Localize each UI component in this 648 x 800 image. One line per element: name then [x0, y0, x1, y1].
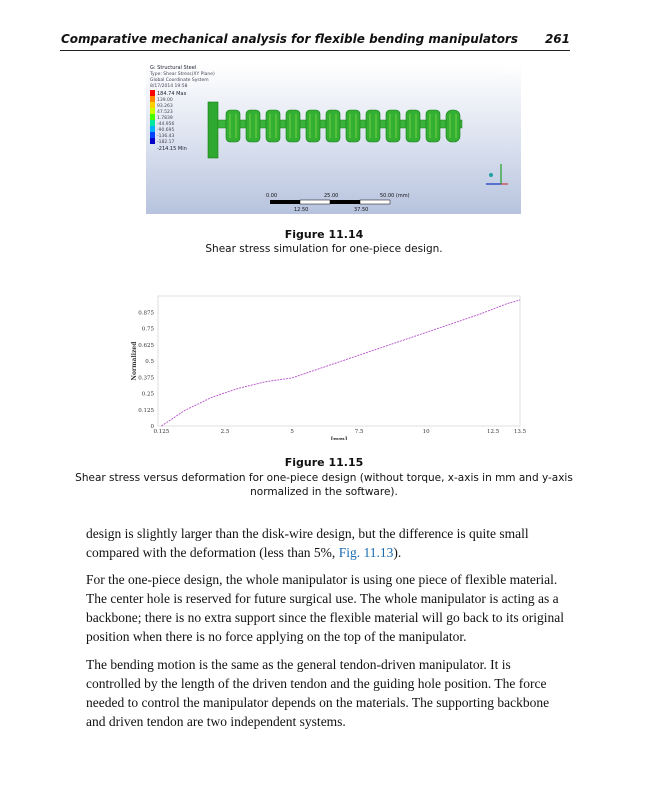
y-tick-label: 0.625 — [138, 342, 154, 349]
legend-value: -44.956 — [157, 122, 175, 127]
ansys-logo: ANSYS — [501, 70, 518, 76]
figure-reference-link[interactable]: Fig. 11.13 — [338, 545, 394, 560]
x-tick-label: 12.5 — [487, 429, 500, 435]
y-tick-label: 0.25 — [141, 391, 154, 398]
figure-11-15-chart — [130, 290, 530, 440]
paragraph-2-text: For the one-piece design, the whole manipulator is using one piece of flexible material. The center hole is reserved for future surgical use. The whole manipulator is acting as a backbone; there is no extra support since the flexible material will go back to its original position when there is no force applying on the top of the manipulator. — [86, 572, 564, 644]
legend-value: -182.17 — [157, 140, 175, 145]
figure-11-14-image — [146, 64, 521, 214]
figure-11-14-caption: Shear stress simulation for one-piece design. — [205, 243, 443, 255]
page-number: 261 — [544, 32, 570, 46]
stress-legend — [149, 65, 215, 152]
simulation-render — [146, 64, 521, 214]
y-tick-label: 0 — [150, 424, 154, 430]
y-tick-label: 0.375 — [138, 375, 154, 382]
x-tick-label: 10 — [422, 429, 430, 435]
y-axis-label: Normalized — [131, 341, 138, 381]
x-tick-label: 5 — [290, 429, 294, 435]
y-tick-label: 0.5 — [145, 359, 154, 365]
scale-bar — [266, 193, 410, 213]
y-tick-label: 0.75 — [141, 326, 154, 333]
legend-date: 8/17/2014 19:58 — [150, 84, 188, 89]
scale-label: 12.50 — [294, 207, 309, 213]
figure-11-15-label: Figure 11.15 — [284, 456, 364, 469]
legend-min: -214.15 Min — [157, 146, 187, 152]
y-tick-label: 0.875 — [138, 310, 154, 317]
manipulator-model — [208, 102, 462, 158]
legend-value: 93.263 — [157, 104, 173, 109]
scale-label: 0.00 — [266, 193, 278, 199]
scale-label: 37.50 — [354, 207, 369, 213]
legend-max: 184.74 Max — [157, 91, 187, 97]
legend-value: -136.43 — [157, 134, 175, 139]
x-axis-label: [mm] — [330, 437, 348, 440]
y-tick-label: 0.125 — [138, 407, 154, 414]
legend-value: 139.00 — [157, 98, 173, 103]
x-tick-label: 2.5 — [220, 429, 230, 435]
plot-frame — [158, 296, 520, 426]
legend-type: Type: Shear Stress(XY Plane) — [150, 72, 215, 77]
running-header — [60, 30, 570, 51]
figure-11-15-caption: Shear stress versus deformation for one-piece design (without torque, x-axis in mm and y-axis normalized in the software). — [75, 472, 573, 498]
legend-title: G: Structural Steel — [150, 65, 197, 71]
running-title: Comparative mechanical analysis for flexible bending manipulators — [61, 32, 518, 46]
scale-label: 25.00 — [324, 193, 339, 199]
x-tick-label: 13.5 — [513, 429, 527, 435]
paragraph-3 — [86, 655, 566, 731]
paragraph-1 — [86, 524, 566, 562]
axis-triad-icon — [486, 164, 508, 184]
paragraph-1-text-b: ). — [393, 545, 402, 560]
chart-svg — [130, 290, 530, 440]
scale-label: 50.00 (mm) — [380, 193, 410, 199]
legend-coord: Global Coordinate System — [150, 78, 209, 83]
paragraph-3-text: The bending motion is the same as the general tendon-driven manipulator. It is controlled by the length of the driven tendon and the guiding hole position. The force needed to control the manipulator depends on the materials. The supporting backbone and driven tendon are two independent systems. — [86, 657, 550, 729]
legend-value: -90.695 — [157, 128, 175, 133]
x-tick-label: 7.5 — [354, 429, 364, 435]
paragraph-1-text-a: design is slightly larger than the disk-wire design, but the difference is quite small compared with the deformation (less than 5%, — [86, 526, 529, 560]
figure-11-14-label: Figure 11.14 — [284, 228, 364, 241]
series-line — [161, 300, 520, 426]
legend-value: 1.7839 — [157, 116, 173, 121]
legend-value: 47.523 — [157, 110, 173, 115]
paragraph-2 — [86, 570, 566, 646]
x-tick-label: 0.125 — [153, 429, 170, 435]
